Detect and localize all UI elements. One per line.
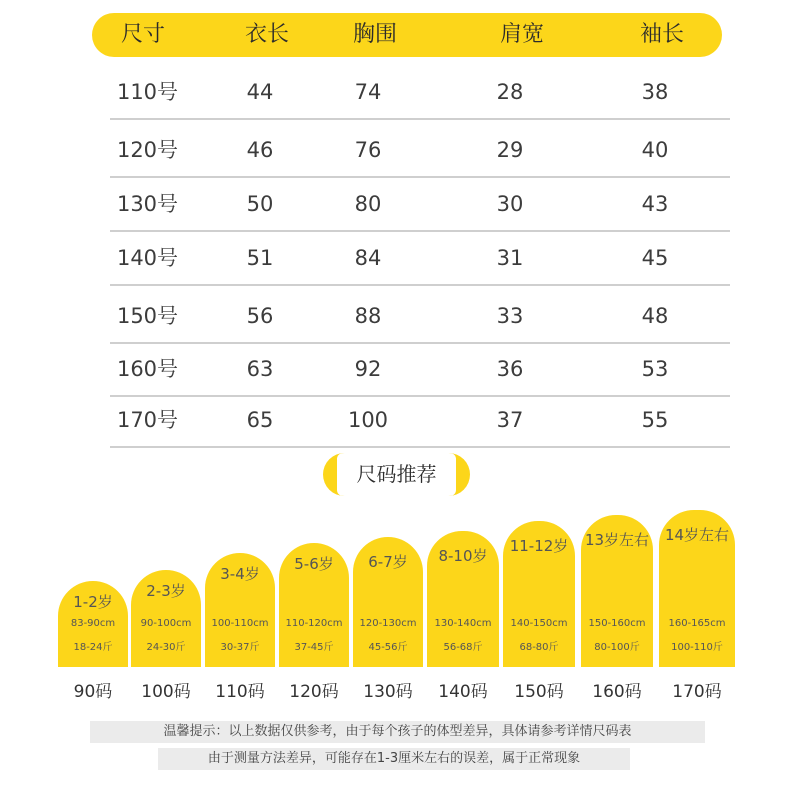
recommended-size: 170码	[672, 682, 722, 702]
measure-cell: 40	[641, 138, 669, 162]
measure-cell: 44	[246, 80, 274, 104]
table-row	[110, 177, 730, 232]
age-arch	[205, 553, 275, 667]
height-range: 140-150cm	[510, 618, 568, 629]
measure-cell: 46	[246, 138, 274, 162]
size-cell: 140号	[116, 246, 179, 270]
measure-cell: 88	[354, 304, 382, 328]
error-note: 由于测量方法差异，可能存在1-3厘米左右的误差，属于正常现象	[158, 748, 630, 770]
measure-cell: 80	[354, 192, 382, 216]
height-range: 83-90cm	[70, 618, 116, 629]
table-row	[110, 123, 730, 178]
recommended-size: 110码	[215, 682, 265, 702]
age-label: 5-6岁	[294, 555, 334, 573]
height-range: 110-120cm	[285, 618, 343, 629]
measure-cell: 31	[496, 246, 524, 270]
age-arch	[58, 581, 128, 667]
measure-cell: 51	[246, 246, 274, 270]
header-length: 衣长	[244, 22, 289, 47]
table-row	[110, 231, 730, 286]
measure-cell: 50	[246, 192, 274, 216]
age-label: 8-10岁	[438, 547, 488, 565]
recommended-size: 100码	[141, 682, 191, 702]
measure-cell: 55	[641, 408, 669, 432]
recommended-size: 160码	[592, 682, 642, 702]
measure-cell: 76	[354, 138, 382, 162]
age-label: 6-7岁	[368, 553, 408, 571]
measure-cell: 30	[496, 192, 524, 216]
age-label: 11-12岁	[509, 537, 569, 555]
measure-cell: 36	[496, 357, 524, 381]
weight-range: 45-56斤	[368, 642, 408, 653]
header-size: 尺寸	[120, 22, 165, 47]
height-range: 130-140cm	[434, 618, 492, 629]
age-arch	[131, 570, 201, 667]
tip-note: 温馨提示：以上数据仅供参考，由于每个孩子的体型差异，具体请参考详情尺码表	[90, 721, 705, 743]
measure-cell: 33	[496, 304, 524, 328]
size-cell: 170号	[116, 408, 179, 432]
size-cell: 120号	[116, 138, 179, 162]
age-arch	[353, 537, 423, 667]
measure-cell: 53	[641, 357, 669, 381]
weight-range: 24-30斤	[146, 642, 186, 653]
age-arch	[581, 515, 653, 667]
recommended-size: 150码	[514, 682, 564, 702]
weight-range: 80-100斤	[594, 642, 640, 653]
height-range: 160-165cm	[668, 618, 726, 629]
weight-range: 100-110斤	[671, 642, 723, 653]
age-label: 1-2岁	[73, 593, 113, 611]
height-range: 120-130cm	[359, 618, 417, 629]
table-row	[110, 342, 730, 397]
age-label: 2-3岁	[146, 582, 186, 600]
age-arch	[427, 531, 499, 667]
header-shoulder: 肩宽	[499, 22, 544, 47]
weight-range: 30-37斤	[220, 642, 260, 653]
measure-cell: 74	[354, 80, 382, 104]
size-cell: 130号	[116, 192, 179, 216]
measure-cell: 92	[354, 357, 382, 381]
size-recommend-title	[323, 453, 470, 496]
size-cell: 110号	[116, 80, 179, 104]
size-cell: 160号	[116, 357, 179, 381]
measure-cell: 63	[246, 357, 274, 381]
weight-range: 68-80斤	[519, 642, 559, 653]
age-label: 3-4岁	[220, 565, 260, 583]
header-chest: 胸围	[352, 22, 397, 47]
size-recommend-label: 尺码推荐	[337, 453, 456, 496]
weight-range: 18-24斤	[73, 642, 113, 653]
size-cell: 150号	[116, 304, 179, 328]
age-arch	[659, 510, 735, 667]
measure-cell: 43	[641, 192, 669, 216]
measure-cell: 56	[246, 304, 274, 328]
height-range: 90-100cm	[140, 618, 192, 629]
age-arch	[279, 543, 349, 667]
measure-cell: 37	[496, 408, 524, 432]
measure-cell: 29	[496, 138, 524, 162]
table-row	[110, 289, 730, 344]
measure-cell: 38	[641, 80, 669, 104]
measure-cell: 45	[641, 246, 669, 270]
age-label: 14岁左右	[664, 526, 730, 544]
age-arch	[503, 521, 575, 667]
height-range: 100-110cm	[211, 618, 269, 629]
measure-cell: 28	[496, 80, 524, 104]
height-range: 150-160cm	[588, 618, 646, 629]
size-table-header	[92, 13, 722, 57]
measure-cell: 48	[641, 304, 669, 328]
table-row	[110, 65, 730, 120]
age-label: 13岁左右	[584, 531, 650, 549]
header-sleeve: 袖长	[639, 22, 684, 47]
table-row	[110, 393, 730, 448]
recommended-size: 140码	[438, 682, 488, 702]
weight-range: 56-68斤	[443, 642, 483, 653]
measure-cell: 84	[354, 246, 382, 270]
recommended-size: 120码	[289, 682, 339, 702]
measure-cell: 65	[246, 408, 274, 432]
weight-range: 37-45斤	[294, 642, 334, 653]
recommended-size: 90码	[73, 682, 113, 702]
measure-cell: 100	[347, 408, 389, 432]
recommended-size: 130码	[363, 682, 413, 702]
